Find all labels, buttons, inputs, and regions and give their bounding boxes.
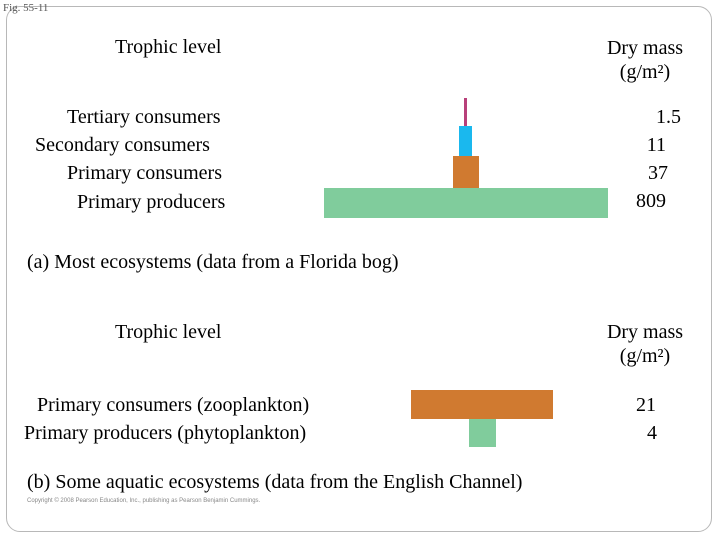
panel-b-header-trophic-level: Trophic level [115, 321, 222, 343]
panel-a-bar-primary-consumers [453, 156, 479, 188]
panel-a-header-dry-mass: Dry mass [606, 37, 684, 59]
panel-b-bar-primary-producers [469, 419, 496, 447]
panel-b-value-primary-producers: 4 [647, 422, 657, 444]
panel-a-value-primary-producers: 809 [636, 190, 666, 212]
panel-b-header-units: (g/m²) [619, 345, 671, 367]
panel-b-value-primary-consumers: 21 [636, 394, 656, 416]
panel-a-label-secondary-consumers: Secondary consumers [35, 134, 210, 156]
panel-a-label-primary-consumers: Primary consumers [67, 162, 222, 184]
panel-a-header-units: (g/m²) [619, 61, 671, 83]
panel-a-label-tertiary-consumers: Tertiary consumers [67, 106, 221, 128]
panel-a-caption: (a) Most ecosystems (data from a Florida bog) [27, 251, 399, 273]
panel-b-header-dry-mass: Dry mass [606, 321, 684, 343]
panel-a-value-tertiary-consumers: 1.5 [656, 106, 681, 128]
panel-a-bar-tertiary-consumers [464, 98, 467, 126]
panel-b-caption: (b) Some aquatic ecosystems (data from the English Channel) [27, 471, 523, 493]
panel-b-bar-primary-consumers [411, 390, 553, 419]
copyright-notice: Copyright © 2008 Pearson Education, Inc., publishing as Pearson Benjamin Cummings. [27, 498, 261, 504]
panel-a-bar-secondary-consumers [459, 126, 472, 156]
panel-b-label-primary-consumers: Primary consumers (zooplankton) [37, 394, 310, 416]
panel-a-label-primary-producers: Primary producers [77, 191, 226, 213]
figure-label: Fig. 55-11 [3, 2, 49, 14]
panel-b-label-primary-producers: Primary producers (phytoplankton) [24, 422, 307, 444]
panel-a-header-trophic-level: Trophic level [115, 36, 222, 58]
panel-a-value-secondary-consumers: 11 [646, 134, 666, 156]
panel-a-bar-primary-producers [324, 188, 608, 218]
panel-a-value-primary-consumers: 37 [648, 162, 668, 184]
